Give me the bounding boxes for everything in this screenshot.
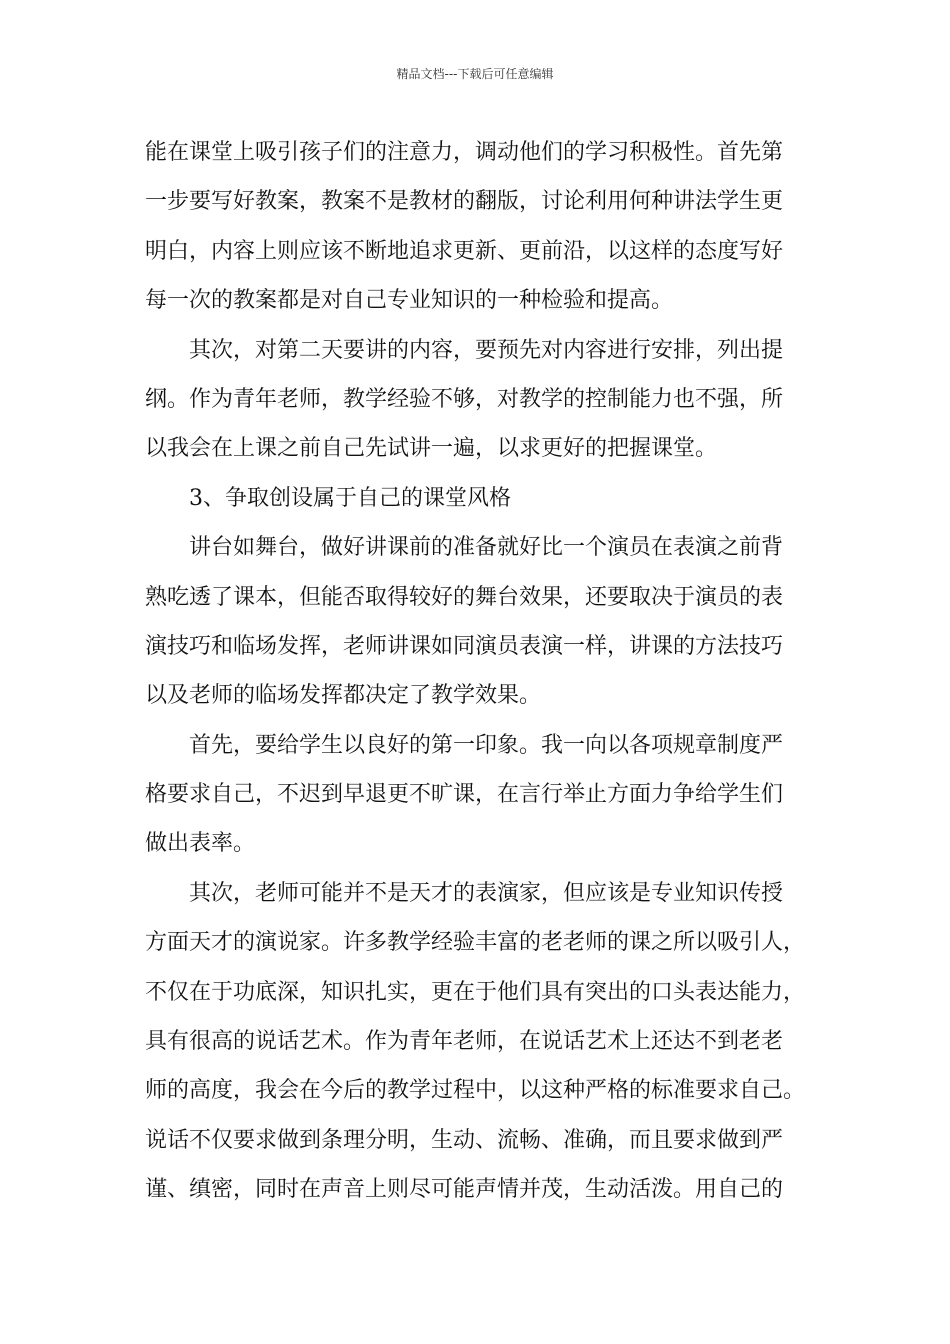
text-line: 不仅在于功底深，知识扎实，更在于他们具有突出的口头表达能力，	[145, 979, 806, 1005]
page-header: 精品文档---下载后可任意编辑	[396, 67, 554, 81]
text-line: 熟吃透了课本，但能否取得较好的舞台效果，还要取决于演员的表	[145, 584, 784, 610]
text-line: 其次，老师可能并不是天才的表演家，但应该是专业知识传授	[145, 880, 784, 906]
text-line: 以及老师的临场发挥都决定了教学效果。	[145, 683, 542, 709]
text-line: 纲。作为青年老师，教学经验不够，对教学的控制能力也不强，所	[145, 386, 784, 412]
section-heading: 3、争取创设属于自己的课堂风格	[145, 485, 511, 511]
text-line: 师的高度，我会在今后的教学过程中，以这种严格的标准要求自己。	[145, 1078, 806, 1104]
document-body	[145, 128, 825, 1215]
text-line: 具有很高的说话艺术。作为青年老师，在说话艺术上还达不到老老	[145, 1029, 784, 1055]
text-line: 演技巧和临场发挥，老师讲课如同演员表演一样，讲课的方法技巧	[145, 633, 784, 659]
text-line: 做出表率。	[145, 831, 256, 857]
text-line: 其次，对第二天要讲的内容，要预先对内容进行安排，列出提	[145, 337, 784, 363]
text-line: 每一次的教案都是对自己专业知识的一种检验和提高。	[145, 288, 674, 314]
text-line: 方面天才的演说家。许多教学经验丰富的老老师的课之所以吸引人，	[145, 930, 806, 956]
text-line: 一步要写好教案，教案不是教材的翻版，讨论利用何种讲法学生更	[145, 189, 784, 215]
text-line: 说话不仅要求做到条理分明，生动、流畅、准确，而且要求做到严	[145, 1127, 784, 1153]
text-line: 格要求自己，不迟到早退更不旷课，在言行举止方面力争给学生们	[145, 782, 784, 808]
text-line: 明白，内容上则应该不断地追求更新、更前沿，以这样的态度写好	[145, 238, 784, 264]
text-line: 谨、缜密，同时在声音上则尽可能声情并茂，生动活泼。用自己的	[145, 1177, 784, 1203]
text-line: 以我会在上课之前自己先试讲一遍，以求更好的把握课堂。	[145, 436, 718, 462]
text-line: 首先，要给学生以良好的第一印象。我一向以各项规章制度严	[145, 732, 784, 758]
text-line: 能在课堂上吸引孩子们的注意力，调动他们的学习积极性。首先第	[145, 140, 784, 165]
text-line: 讲台如舞台，做好讲课前的准备就好比一个演员在表演之前背	[145, 535, 784, 561]
